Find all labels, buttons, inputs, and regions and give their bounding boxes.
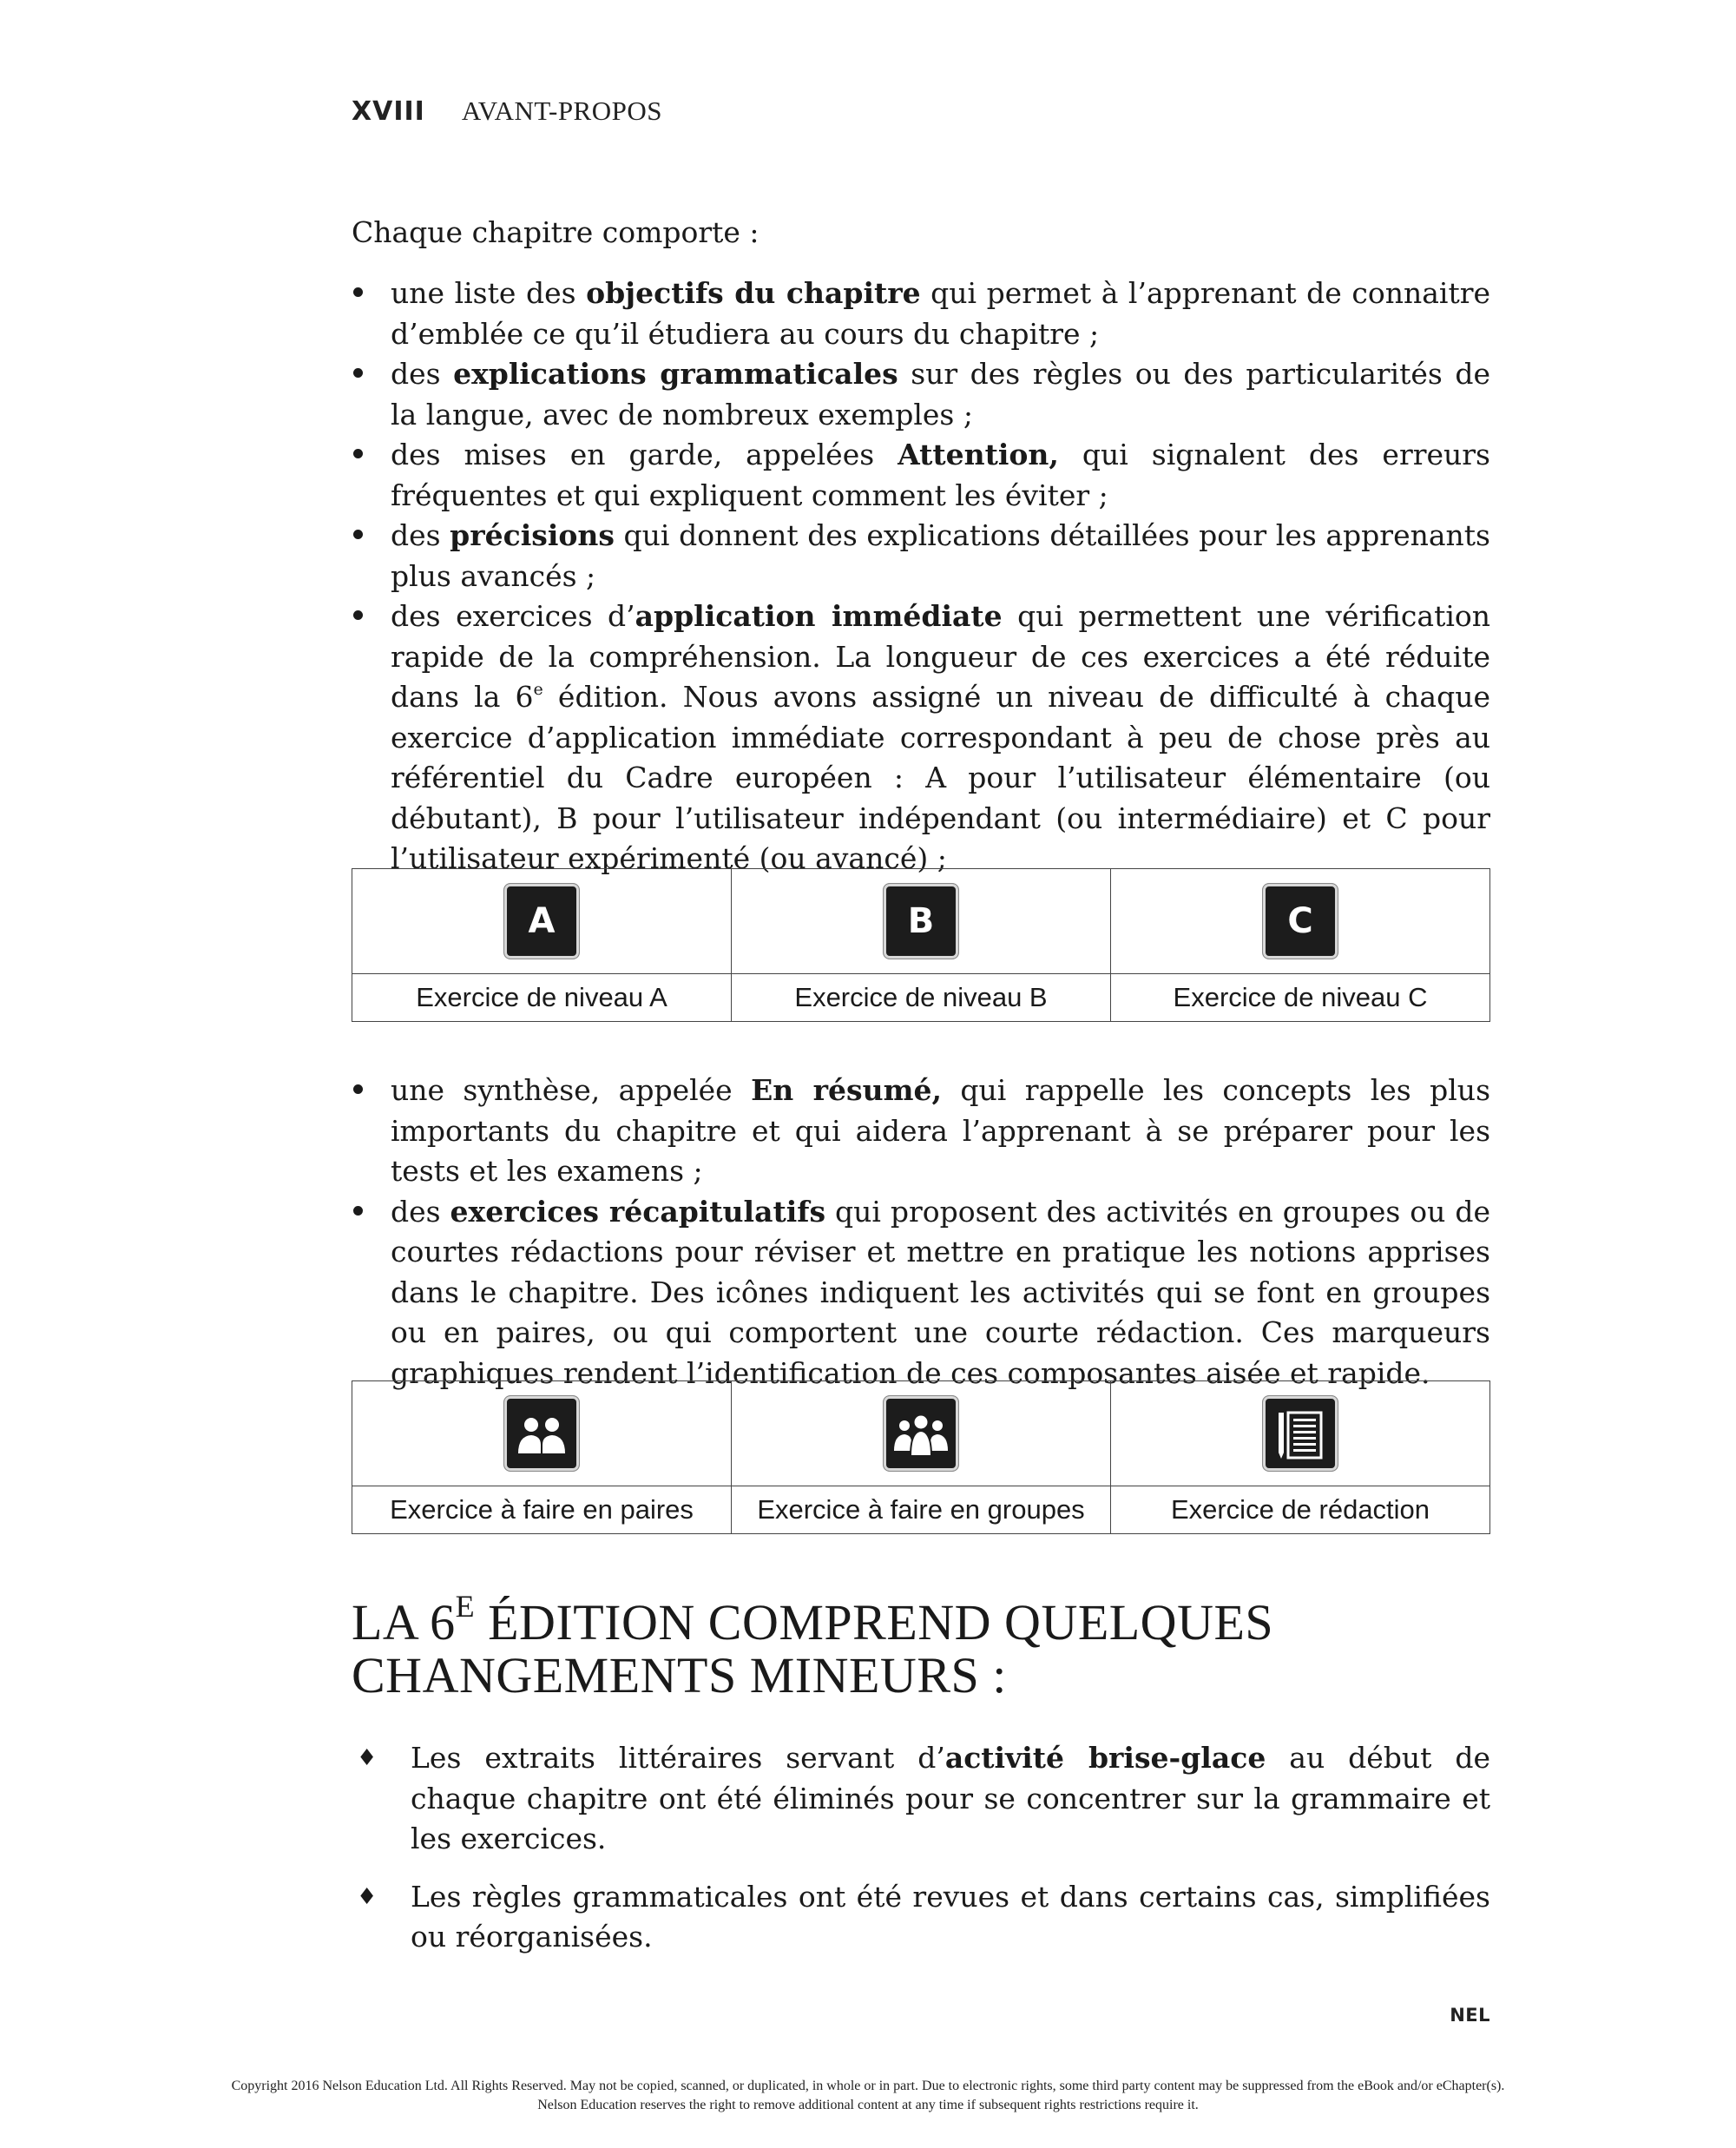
section-name: AVANT-PROPOS [461, 96, 662, 126]
bullet-icon [353, 287, 363, 297]
level-a-label: Exercice de niveau A [352, 974, 732, 1022]
level-a-badge-icon: A [504, 884, 579, 959]
level-b-badge-icon: B [884, 884, 958, 959]
activity-legend-table [352, 1380, 1490, 1534]
list-item: des exercices récapitulatifs qui proposent des activités en groupes ou de courtes rédactions pour réviser et mettre en pratique les notions apprises dans le chapitre. Des icônes indiquent les activités qui se font en groupes ou en paires, ou qui comportent une courte rédaction. Ces marqueurs graphiques rendent l’identification de ces composantes aisée et rapide. [352, 1192, 1490, 1394]
chapter-features-list-continued [352, 1071, 1490, 1394]
level-c-cell [1111, 869, 1490, 974]
level-a-cell [352, 869, 732, 974]
bullet-icon [353, 368, 363, 378]
group-label: Exercice à faire en groupes [732, 1486, 1111, 1534]
group-cell [732, 1381, 1111, 1486]
level-c-badge-icon: C [1263, 884, 1338, 959]
writing-cell [1111, 1381, 1490, 1486]
list-item: des explications grammaticales sur des règles ou des particularités de la langue, avec de nombreux exemples ; [352, 354, 1490, 435]
section-heading: LA $6^E$ ÉDITION COMPREND QUELQUES CHANGEMENTS MINEURS : [352, 1588, 1274, 1703]
level-legend-table [352, 868, 1490, 1022]
bullet-icon [353, 1206, 363, 1216]
list-item: ♦ Les extraits littéraires servant d’activité brise-glace au début de chaque chapitre ont été éliminés pour se concentrer sur la grammaire et les exercices. [352, 1738, 1490, 1860]
list-item: une synthèse, appelée En résumé, qui rappelle les concepts les plus importants du chapitre et qui aidera l’apprenant à se préparer pour les tests et les examens ; [352, 1071, 1490, 1192]
list-item: des précisions qui donnent des explications détaillées pour les apprenants plus avancés ; [352, 516, 1490, 596]
bullet-icon [353, 530, 363, 539]
publisher-mark: NEL [1450, 2005, 1490, 2026]
list-item: ♦ Les règles grammaticales ont été revues et dans certains cas, simplifiées ou réorganisées. [352, 1877, 1490, 1958]
pair-cell [352, 1381, 732, 1486]
bullet-icon [353, 1084, 363, 1094]
pair-icon [504, 1396, 579, 1471]
list-item: des exercices d’application immédiate qui permettent une vérification rapide de la compréhension. La longueur de ces exercices a été réduite dans la 6e édition. Nous avons assigné un niveau de difficulté à chaque exercice d’application immédiate correspondant à peu de chose près au référentiel du Cadre européen : A pour l’utilisateur élémentaire (ou débutant), B pour l’utilisateur indépendant (ou intermédiaire) et C pour l’utilisateur expérimenté (ou avancé) ; [352, 596, 1490, 880]
level-b-cell [732, 869, 1111, 974]
changes-list [352, 1738, 1490, 1975]
level-b-label: Exercice de niveau B [732, 974, 1111, 1022]
list-item: une liste des objectifs du chapitre qui permet à l’apprenant de connaitre d’emblée ce qu’il étudiera au cours du chapitre ; [352, 273, 1490, 354]
list-item: des mises en garde, appelées Attention, qui signalent des erreurs fréquentes et qui expliquent comment les éviter ; [352, 435, 1490, 516]
pair-label: Exercice à faire en paires [352, 1486, 732, 1534]
level-c-label: Exercice de niveau C [1111, 974, 1490, 1022]
bullet-icon [353, 610, 363, 620]
copyright-line-2: Nelson Education reserves the right to remove additional content at any time if subsequent rights restrictions require it. [537, 2098, 1199, 2112]
copyright-notice [0, 2077, 1736, 2115]
bullet-icon [353, 449, 363, 458]
running-head [352, 96, 662, 127]
chapter-features-list [352, 273, 1490, 880]
writing-label: Exercice de rédaction [1111, 1486, 1490, 1534]
intro-paragraph: Chaque chapitre comporte : [352, 215, 760, 249]
diamond-bullet-icon: ♦ [357, 1745, 378, 1771]
diamond-bullet-icon: ♦ [357, 1883, 378, 1910]
page-number: XVIII [352, 96, 425, 127]
copyright-line-1: Copyright 2016 Nelson Education Ltd. All Rights Reserved. May not be copied, scanned, or duplicated, in whole or in part. Due to electronic rights, some third party content may be suppressed from the eBook and/or eChapter(s). [231, 2079, 1505, 2093]
group-icon [884, 1396, 958, 1471]
writing-icon [1263, 1396, 1338, 1471]
